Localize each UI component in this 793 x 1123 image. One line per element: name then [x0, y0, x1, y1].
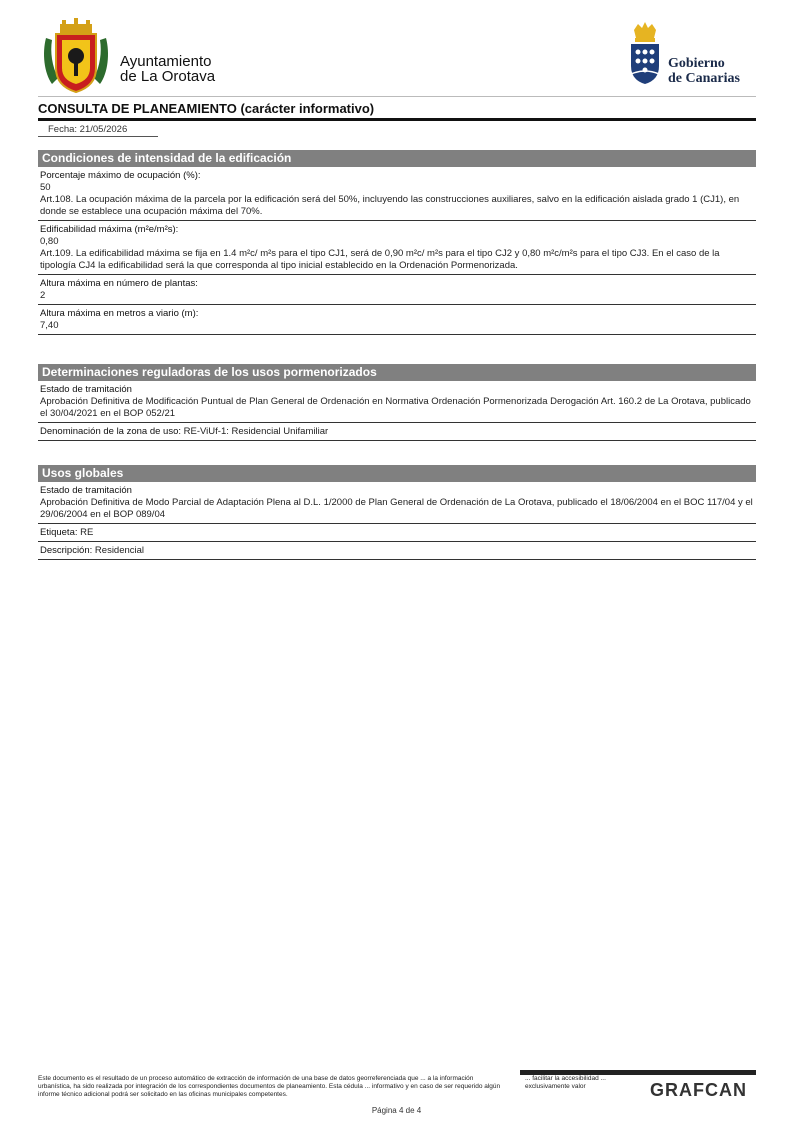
section-intensidad — [38, 150, 756, 335]
page-header — [38, 18, 756, 96]
document-title: CONSULTA DE PLANEAMIENTO (carácter informativo) — [38, 101, 375, 116]
field-label: Denominación de la zona de uso: — [40, 426, 184, 437]
field-value: 7,40 — [40, 320, 59, 331]
footer-disclaimer: Este documento es el resultado de un proceso automático de extracción de información de una base de datos georreferenciada que ... a la información urbanística, ha sido realizada por integración de los correspondientes documentos de planeamiento. Esta cédula ... informativo y en caso de ser requerido algún informe técnico adicional podrá ser solicitado en las oficinas municipales competentes. — [38, 1075, 501, 1098]
municipality-name: Ayuntamiento de La Orotava — [120, 53, 216, 85]
field-descripcion — [38, 542, 756, 560]
field-plantas — [38, 275, 756, 305]
field-label: Porcentaje máximo de ocupación (%): — [40, 170, 201, 181]
field-text: Aprobación Definitiva de Modo Parcial de Adaptación Plena al D.L. 1/2000 de Plan General de Ordenación de La Orotava, publicado el 18/06/2004 en el BOC 117/04 y el 29/06/2004 en el BOP 089/04 — [40, 497, 753, 520]
section-title: Usos globales — [38, 465, 756, 482]
field-ocupacion — [38, 167, 756, 221]
field-estado-tramitacion — [38, 482, 756, 524]
la-orotava-coat-of-arms-logo — [38, 18, 114, 94]
section-title: Condiciones de intensidad de la edificación — [38, 150, 756, 167]
field-label: Estado de tramitación — [40, 384, 132, 395]
field-altura-metros — [38, 305, 756, 335]
gobierno-de-canarias-logo — [628, 22, 662, 84]
field-label: Etiqueta: — [40, 527, 81, 538]
field-label: Descripción: — [40, 545, 95, 556]
field-value: Residencial — [94, 545, 145, 556]
header-divider — [38, 96, 756, 97]
field-value: 50 — [40, 182, 51, 193]
government-name: Gobierno de Canarias — [668, 56, 740, 86]
field-label: Edificabilidad máxima (m²e/m²s): — [40, 224, 179, 235]
footer-disclaimer-right: ... facilitar la accesibilidad ... exclusivamente valor — [525, 1075, 606, 1090]
field-edificabilidad — [38, 221, 756, 275]
section-usos-globales — [38, 465, 756, 560]
document-date: Fecha: 21/05/2026 — [38, 123, 158, 137]
field-label: Altura máxima en número de plantas: — [40, 278, 198, 289]
field-text: Art.108. La ocupación máxima de la parcela por la edificación será del 50%, incluyendo las construcciones auxiliares, salvo en la edificación aislada grado 1 (CJ1), en donde se establece una ocupación máxima del 70%. — [40, 194, 740, 217]
field-estado-tramitacion — [38, 381, 756, 423]
field-value: RE — [80, 527, 94, 538]
field-text: Aprobación Definitiva de Modificación Puntual de Plan General de Ordenación en Normativa Ordenación Pormenorizada Derogación Art. 160.2 de La Orotava, publicado el 30/04/2021 en el BOP 052/21 — [40, 396, 751, 419]
field-etiqueta — [38, 524, 756, 542]
section-usos-pormenorizados — [38, 364, 756, 441]
field-label: Altura máxima en metros a viario (m): — [40, 308, 199, 319]
field-value: 0,80 — [40, 236, 59, 247]
section-title: Determinaciones reguladoras de los usos pormenorizados — [38, 364, 756, 381]
field-label: Estado de tramitación — [40, 485, 132, 496]
field-value: RE-ViUf-1: Residencial Unifamiliar — [183, 426, 329, 437]
page-number: Página 4 de 4 — [371, 1106, 422, 1115]
title-divider — [38, 118, 756, 121]
field-value: 2 — [40, 290, 46, 301]
field-zona-uso — [38, 423, 756, 441]
field-text: Art.109. La edificabilidad máxima se fija en 1.4 m²c/ m²s para el tipo CJ1, será de 0,90 m²c/ m²s para el tipo CJ2 y 0,80 m²c/m²s para el tipo CJ3. En el caso de la tipología CJ4 la edificabilidad será la que corresponda al tipo inicial establecido en la Ordenación Pormenorizada. — [40, 248, 720, 271]
grafcan-logo: GRAFCAN — [650, 1080, 747, 1100]
